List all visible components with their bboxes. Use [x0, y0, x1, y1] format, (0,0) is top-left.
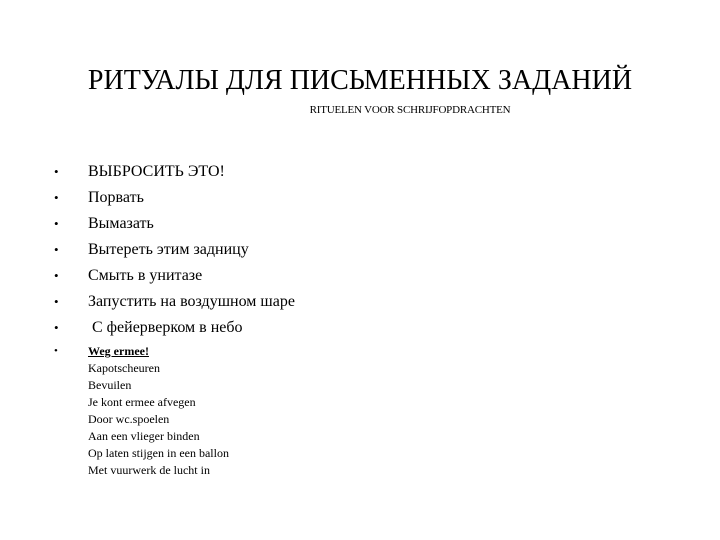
dutch-line: Door wc.spoelen [88, 412, 170, 426]
bullet-icon: • [54, 216, 59, 231]
bullet-icon: • [54, 164, 59, 179]
dutch-line: Weg ermee! [88, 344, 149, 358]
list-item [54, 188, 295, 214]
list-item [54, 266, 295, 292]
list-item [54, 240, 295, 266]
list-item-text: Порвать [88, 189, 144, 206]
slide-subtitle: RITUELEN VOOR SCHRIJFOPDRACHTEN [309, 104, 511, 116]
list-item-text: Запустить на воздушном шаре [88, 293, 295, 310]
bullet-icon: • [54, 268, 59, 283]
list-item [54, 162, 295, 188]
slide-title: РИТУАЛЫ ДЛЯ ПИСЬМЕННЫХ ЗАДАНИЙ [87, 65, 633, 96]
bullet-icon: • [54, 242, 59, 257]
list-item [54, 292, 295, 318]
dutch-line: Kapotscheuren [88, 361, 160, 375]
list-item-text: Вытереть этим задницу [88, 241, 249, 258]
dutch-lines [88, 343, 229, 479]
list-item [54, 214, 295, 240]
list-item-text: Смыть в унитазе [88, 267, 203, 284]
dutch-line: Bevuilen [88, 378, 132, 392]
bullet-icon: • [54, 190, 59, 205]
bullet-icon: • [54, 320, 59, 335]
dutch-line: Met vuurwerk de lucht in [88, 463, 210, 477]
bullet-icon: • [54, 294, 59, 309]
bullet-icon: • [54, 345, 58, 357]
list-item [54, 318, 295, 344]
dutch-line: Op laten stijgen in een ballon [88, 446, 229, 460]
dutch-line: Je kont ermee afvegen [88, 395, 196, 409]
dutch-line: Aan een vlieger binden [88, 429, 200, 443]
russian-bullet-list [54, 162, 295, 344]
list-item-text: Вымазать [88, 215, 154, 232]
dutch-translation-block [54, 343, 229, 479]
list-item-text: С фейерверком в небо [88, 319, 243, 336]
list-item-text: ВЫБРОСИТЬ ЭТО! [88, 163, 225, 180]
